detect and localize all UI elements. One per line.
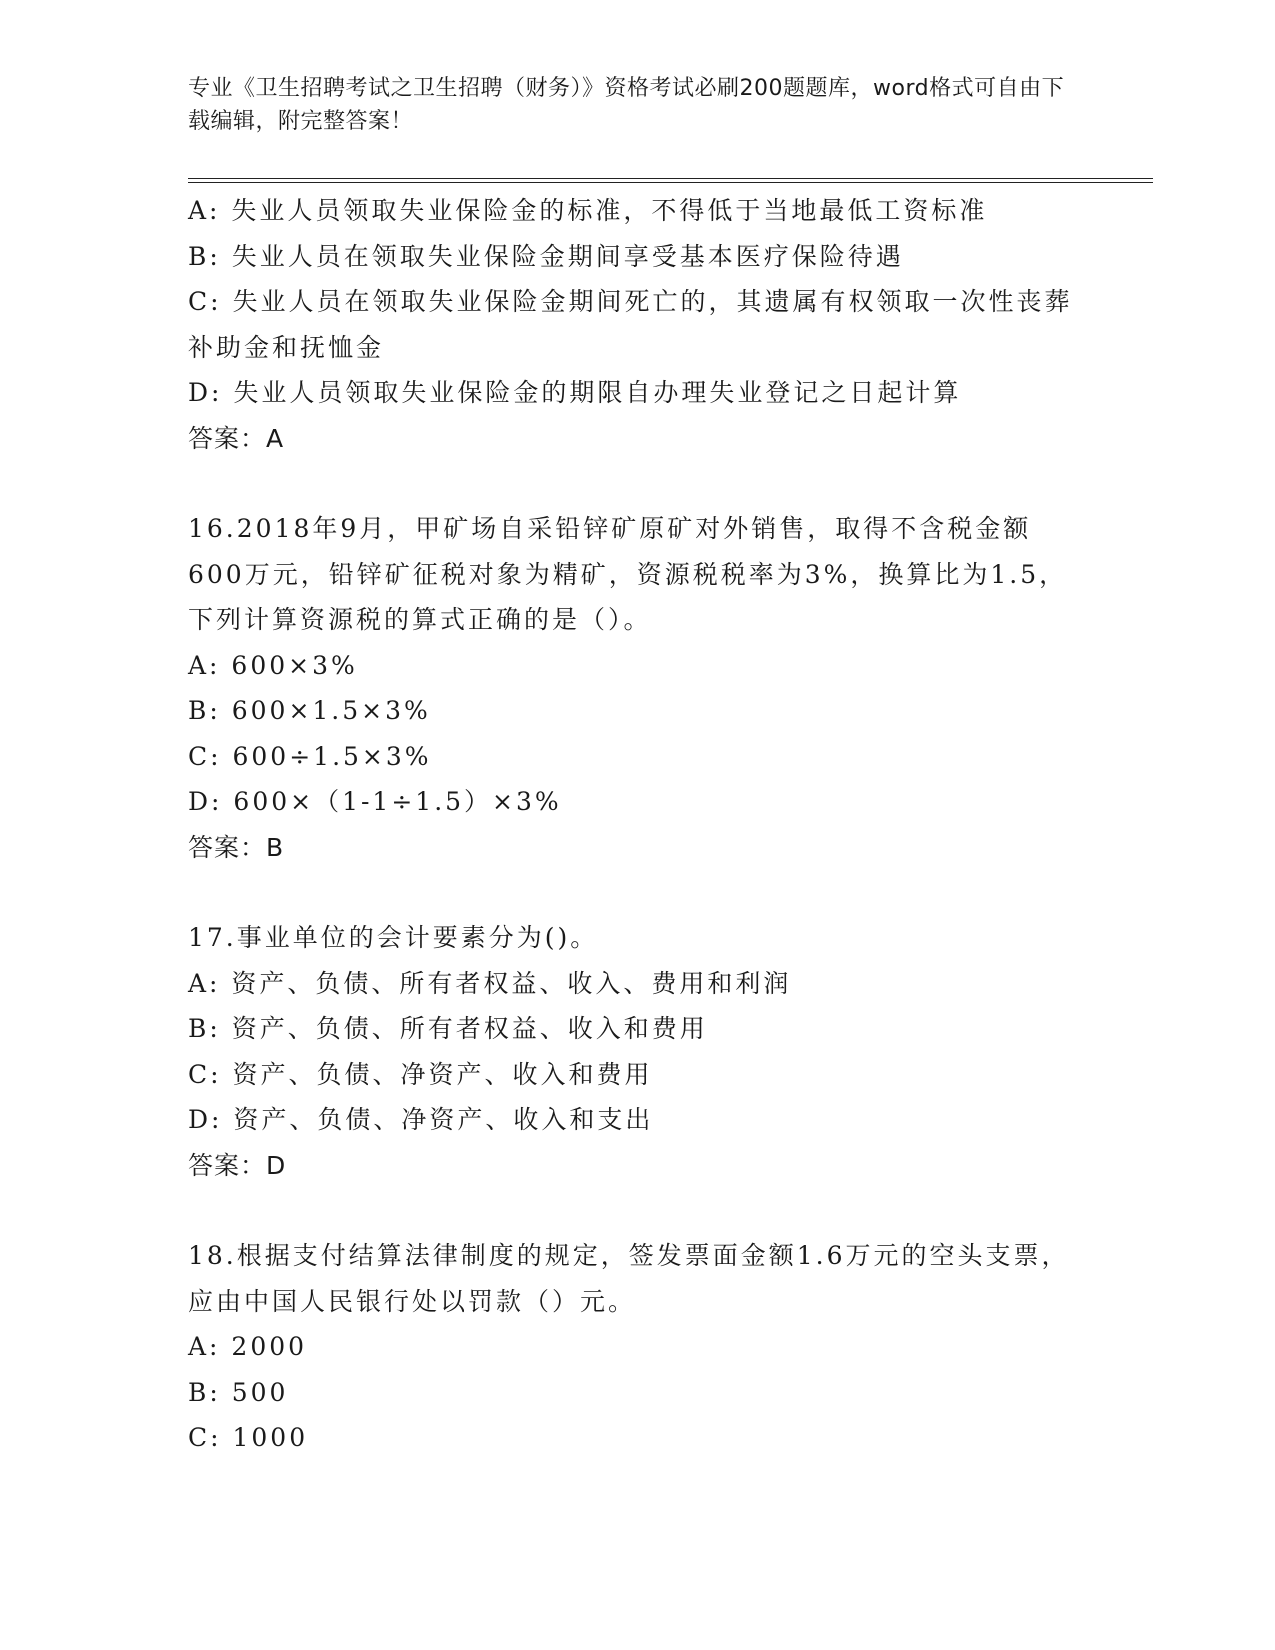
option-a: A: 资产、负债、所有者权益、收入、费用和利润 <box>188 968 792 998</box>
question-block-17 <box>188 915 1078 1188</box>
question-text: 18.根据支付结算法律制度的规定，签发票面金额1.6万元的空头支票，应由中国人民银行处以罚款（）元。 <box>188 1241 1070 1316</box>
option-a: A: 600×3% <box>188 650 358 680</box>
question-text: 16.2018年9月，甲矿场自采铅锌矿原矿对外销售，取得不含税金额600万元，铅锌矿征税对象为精矿，资源税税率为3%，换算比为1.5，下列计算资源税的算式正确的是（）。 <box>188 514 1068 634</box>
option-c: C: 资产、负债、净资产、收入和费用 <box>188 1059 653 1089</box>
option-b: B: 失业人员在领取失业保险金期间享受基本医疗保险待遇 <box>188 241 904 271</box>
option-b: B: 资产、负债、所有者权益、收入和费用 <box>188 1014 708 1043</box>
answer-text: 答案：B <box>188 832 285 862</box>
option-a: A: 2000 <box>188 1332 308 1361</box>
option-c: C: 600÷1.5×3% <box>188 741 432 771</box>
document-header: 专业《卫生招聘考试之卫生招聘（财务）》资格考试必刷200题题库，word格式可自由下载编辑，附完整答案！ <box>188 76 1065 134</box>
question-block-15 <box>188 188 1078 461</box>
option-b: B: 600×1.5×3% <box>188 696 431 725</box>
option-d: D: 资产、负债、净资产、收入和支出 <box>188 1105 654 1134</box>
question-block-16 <box>188 506 1078 870</box>
question-text: 17.事业单位的会计要素分为()。 <box>188 923 599 952</box>
answer-text: 答案：A <box>188 423 285 453</box>
header-divider <box>188 178 1153 183</box>
option-a: A: 失业人员领取失业保险金的标准，不得低于当地最低工资标准 <box>188 196 988 225</box>
question-list <box>188 188 1078 1461</box>
option-d: D: 600×（1-1÷1.5）×3% <box>188 787 562 816</box>
answer-text: 答案：D <box>188 1150 287 1180</box>
option-c: C: 1000 <box>188 1423 309 1452</box>
question-block-18 <box>188 1233 1078 1461</box>
option-c: C: 失业人员在领取失业保险金期间死亡的，其遗属有权领取一次性丧葬补助金和抚恤金 <box>188 287 1073 362</box>
option-b: B: 500 <box>188 1377 289 1407</box>
option-d: D: 失业人员领取失业保险金的期限自办理失业登记之日起计算 <box>188 378 962 407</box>
